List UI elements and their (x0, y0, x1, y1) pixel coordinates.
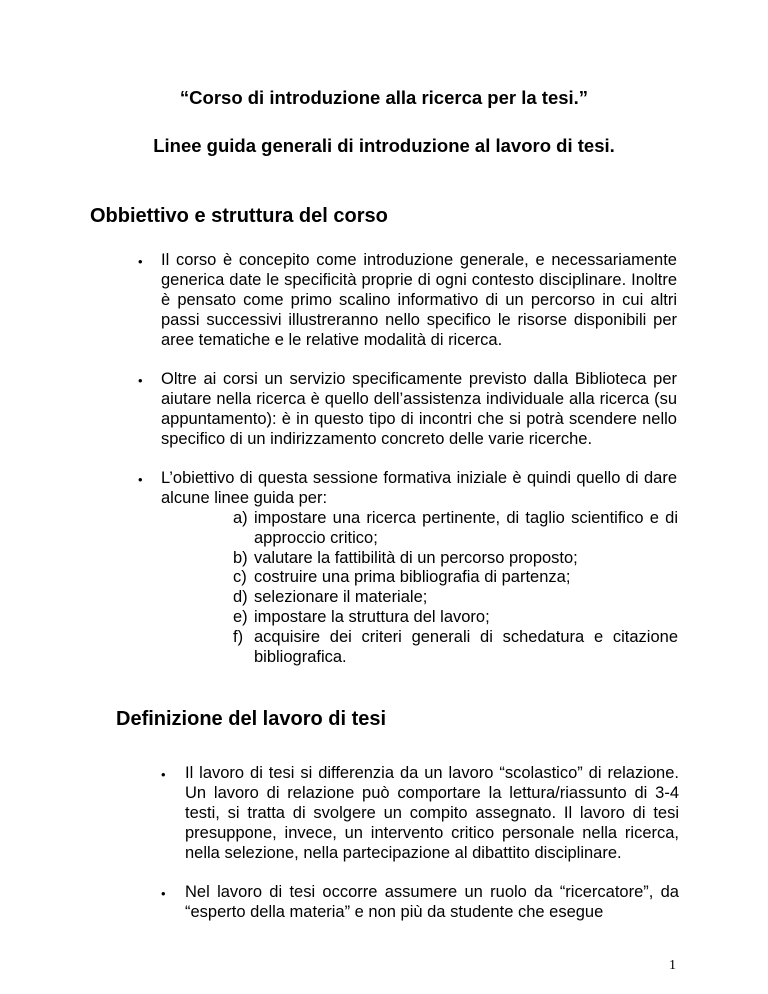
bullet-marker: • (138, 472, 143, 487)
list-text: impostare la struttura del lavoro; (254, 608, 490, 626)
bullet-marker: • (138, 373, 143, 388)
document-subtitle: Linee guida generali di introduzione al lavoro di tesi. (153, 135, 615, 156)
list-label: f) (233, 628, 244, 646)
page-number: 1 (669, 958, 676, 973)
section1-bullet-1: Il corso è concepito come introduzione generale, e necessariamente generica date le specificità proprie di ogni contesto disciplinare. Inoltre è pensato come primo scalino informativo di un percorso in cui altri passi successivi illustreranno nello specifico le risorse disponibili per aree tematiche e le relative modalità di ricerca. (161, 251, 677, 349)
bullet-marker: • (138, 254, 143, 269)
section2-bullet-1: Il lavoro di tesi si differenzia da un lavoro “scolastico” di relazione. Un lavoro di relazione può comportare la lettura/riassunto di 3-4 testi, si tratta di svolgere un compito assegnato. Il lavoro di tesi presuppone, invece, un intervento critico personale nella ricerca, nella selezione, nella partecipazione al dibattito disciplinare. (185, 764, 679, 862)
list-text: impostare una ricerca pertinente, di taglio scientifico e di approccio critico; (254, 509, 678, 547)
list-text: costruire una prima bibliografia di partenza; (254, 568, 571, 586)
section1-bullet-2: Oltre ai corsi un servizio specificamente previsto dalla Biblioteca per aiutare nella ricerca è quello dell’assistenza individuale alla ricerca (su appuntamento): è in questo tipo di incontri che si potrà scendere nello specifico di un indirizzamento concreto delle varie ricerche. (161, 370, 677, 448)
section1-bullet-3: L’obiettivo di questa sessione formativa iniziale è quindi quello di dare alcune linee guida per: (161, 469, 677, 507)
list-label: d) (233, 588, 248, 606)
bullet-marker: • (161, 767, 166, 782)
list-text: acquisire dei criteri generali di schedatura e citazione bibliografica. (254, 628, 678, 666)
list-label: e) (233, 608, 248, 626)
list-text: valutare la fattibilità di un percorso proposto; (254, 549, 578, 567)
list-label: c) (233, 568, 247, 586)
section2-bullet-2: Nel lavoro di tesi occorre assumere un ruolo da “ricercatore”, da “esperto della materia” e non più da studente che esegue (185, 883, 679, 921)
list-label: b) (233, 549, 248, 567)
section1-heading: Obbiettivo e struttura del corso (90, 205, 388, 227)
section2-heading: Definizione del lavoro di tesi (116, 708, 387, 730)
document-title: “Corso di introduzione alla ricerca per la tesi.” (179, 87, 589, 108)
list-text: selezionare il materiale; (254, 588, 428, 606)
list-label: a) (233, 509, 248, 527)
bullet-marker: • (161, 886, 166, 901)
